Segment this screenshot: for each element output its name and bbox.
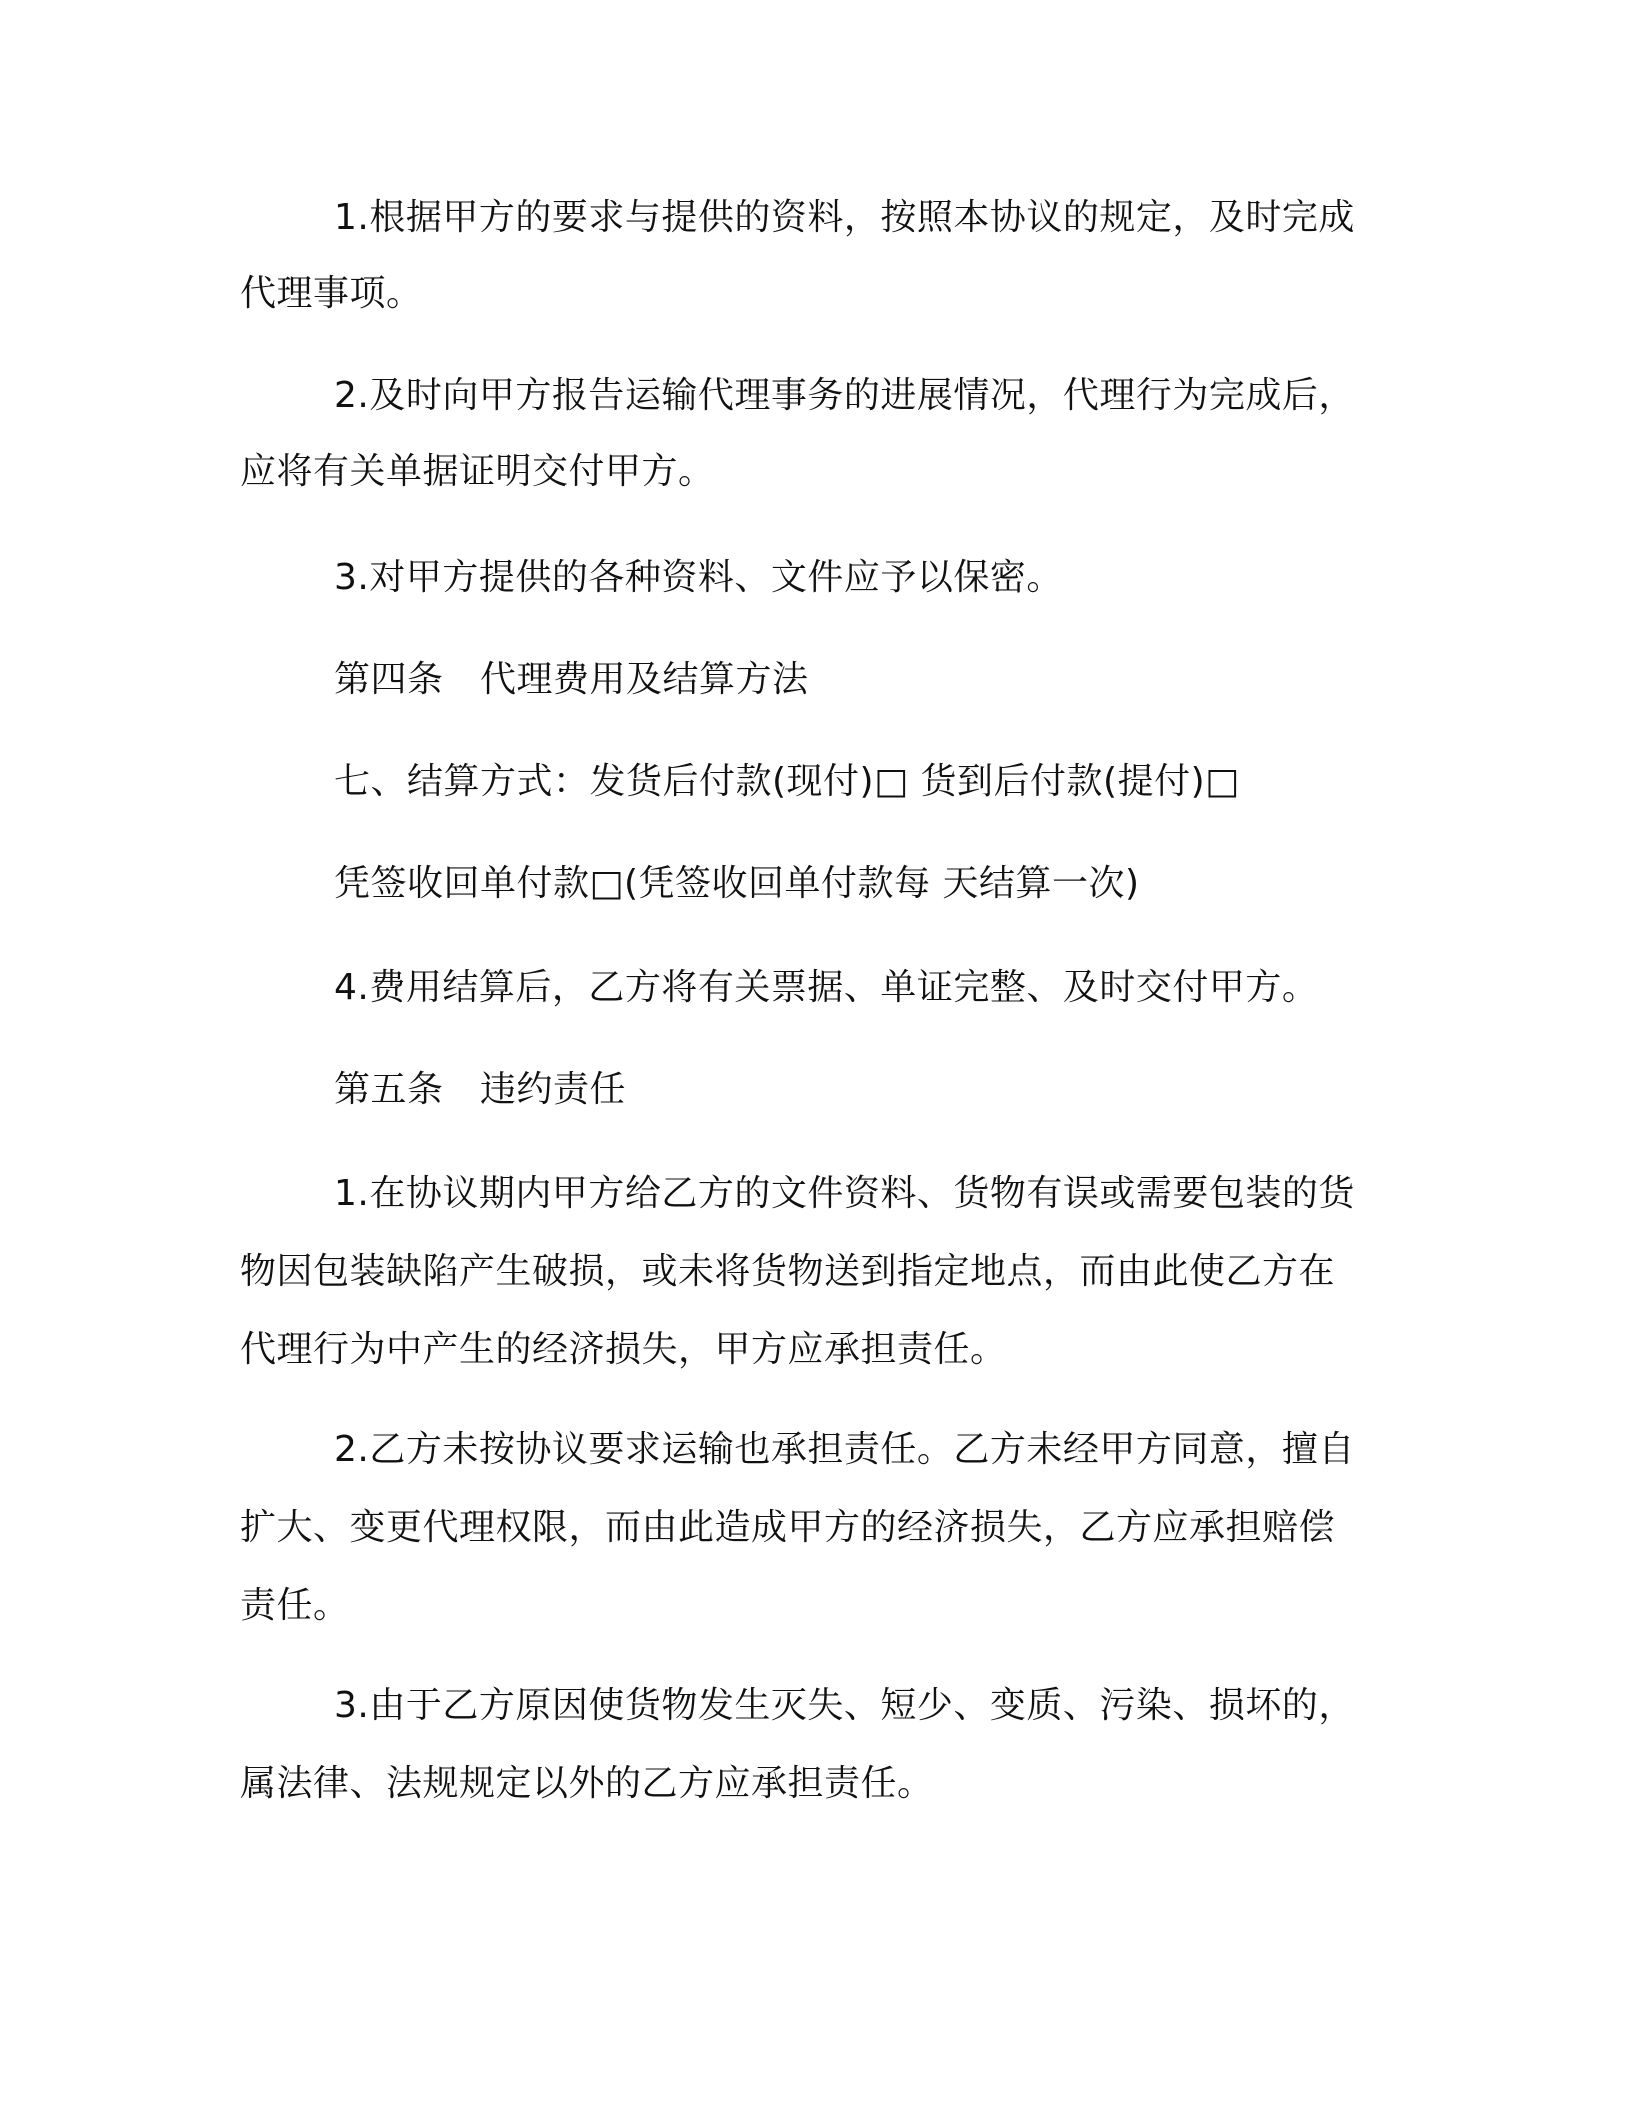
section-heading: 第四条 代理费用及结算方法	[334, 659, 809, 700]
text-line: 七、结算方式：发货后付款(现付)□ 货到后付款(提付)□	[334, 761, 1240, 802]
text-line: 2.乙方未按协议要求运输也承担责任。乙方未经甲方同意，擅自	[334, 1429, 1355, 1470]
text-line: 2.及时向甲方报告运输代理事务的进展情况，代理行为完成后，	[334, 375, 1355, 416]
text-line: 1.根据甲方的要求与提供的资料，按照本协议的规定，及时完成	[334, 197, 1355, 238]
text-line: 物因包装缺陷产生破损，或未将货物送到指定地点，而由此使乙方在	[240, 1251, 1336, 1292]
text-line: 代理事项。	[240, 273, 423, 314]
text-line: 1.在协议期内甲方给乙方的文件资料、货物有误或需要包装的货	[334, 1173, 1355, 1214]
text-line: 扩大、变更代理权限，而由此造成甲方的经济损失，乙方应承担赔偿	[240, 1507, 1336, 1548]
section-heading: 第五条 违约责任	[334, 1069, 627, 1110]
text-line: 3.对甲方提供的各种资料、文件应予以保密。	[334, 557, 1063, 598]
text-line: 应将有关单据证明交付甲方。	[240, 451, 715, 492]
text-line: 属法律、法规规定以外的乙方应承担责任。	[240, 1763, 934, 1804]
text-line: 责任。	[240, 1585, 350, 1626]
text-line: 4.费用结算后，乙方将有关票据、单证完整、及时交付甲方。	[334, 967, 1319, 1008]
text-line: 凭签收回单付款□(凭签收回单付款每 天结算一次)	[334, 863, 1140, 904]
text-line: 代理行为中产生的经济损失，甲方应承担责任。	[240, 1329, 1007, 1370]
text-line: 3.由于乙方原因使货物发生灭失、短少、变质、污染、损坏的，	[334, 1685, 1355, 1726]
